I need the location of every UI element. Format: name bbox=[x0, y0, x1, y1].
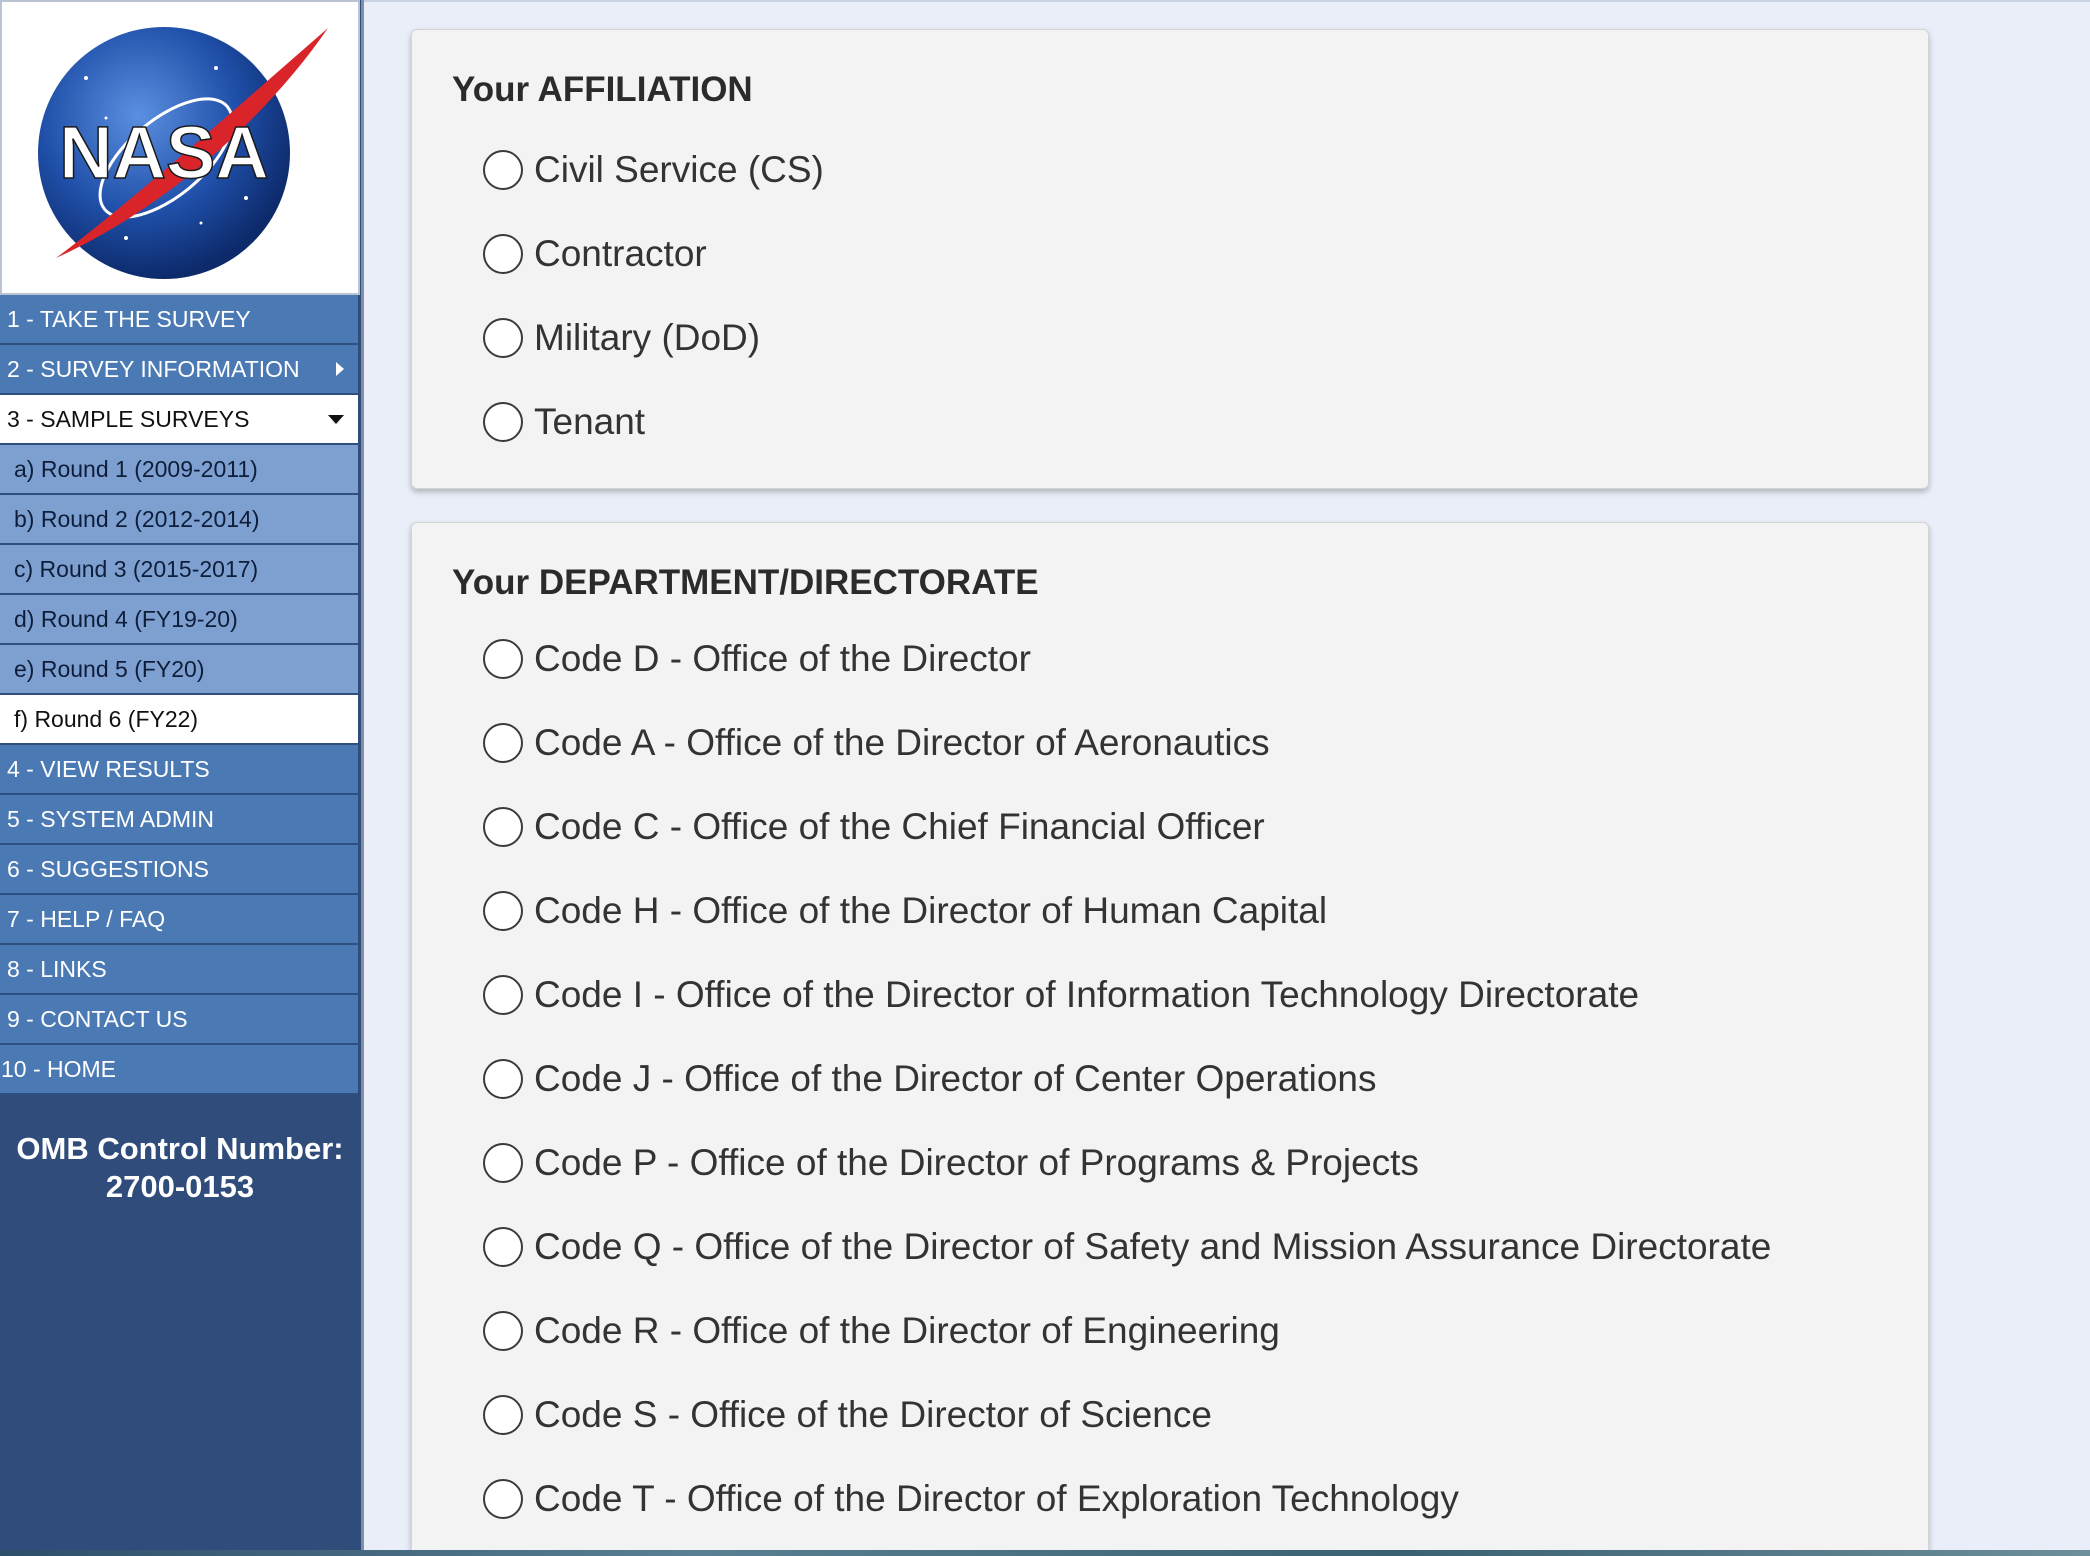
option-label: Code R - Office of the Director of Engineering bbox=[534, 1310, 1280, 1351]
department-option[interactable] bbox=[483, 1308, 1280, 1354]
omb-label: OMB Control Number: bbox=[16, 1131, 344, 1166]
nav-round-3[interactable]: c) Round 3 (2015-2017) bbox=[0, 545, 358, 595]
nav-home[interactable]: 10 - HOME bbox=[0, 1045, 358, 1095]
nav-help-faq[interactable]: 7 - HELP / FAQ bbox=[0, 895, 358, 945]
option-label: Code P - Office of the Director of Programs & Projects bbox=[534, 1142, 1419, 1183]
affiliation-option[interactable] bbox=[483, 147, 824, 193]
option-label: Contractor bbox=[534, 233, 707, 274]
radio-button[interactable] bbox=[483, 1479, 523, 1519]
option-label: Code T - Office of the Director of Exploration Technology bbox=[534, 1478, 1459, 1519]
sidebar-nav bbox=[0, 295, 360, 1095]
option-label: Code S - Office of the Director of Science bbox=[534, 1394, 1212, 1435]
radio-button[interactable] bbox=[483, 150, 523, 190]
radio-button[interactable] bbox=[483, 1227, 523, 1267]
option-label: Code H - Office of the Director of Human Capital bbox=[534, 890, 1328, 931]
radio-button[interactable] bbox=[483, 234, 523, 274]
radio-button[interactable] bbox=[483, 318, 523, 358]
option-label: Code J - Office of the Director of Center Operations bbox=[534, 1058, 1377, 1099]
chevron-down-icon bbox=[328, 415, 344, 424]
nav-round-1[interactable]: a) Round 1 (2009-2011) bbox=[0, 445, 358, 495]
nav-sample-surveys-label: 3 - SAMPLE SURVEYS bbox=[7, 406, 250, 432]
department-title: Your DEPARTMENT/DIRECTORATE bbox=[452, 563, 1039, 602]
nav-round-4[interactable]: d) Round 4 (FY19-20) bbox=[0, 595, 358, 645]
department-option[interactable] bbox=[483, 1140, 1419, 1186]
department-option[interactable] bbox=[483, 972, 1639, 1018]
affiliation-title: Your AFFILIATION bbox=[452, 70, 753, 109]
nasa-meatball-icon bbox=[16, 8, 346, 293]
nav-round-6[interactable]: f) Round 6 (FY22) bbox=[0, 695, 358, 745]
department-option[interactable] bbox=[483, 1476, 1459, 1522]
department-option[interactable] bbox=[483, 1056, 1376, 1102]
radio-button[interactable] bbox=[483, 723, 523, 763]
radio-button[interactable] bbox=[483, 1059, 523, 1099]
nav-sample-surveys[interactable] bbox=[0, 395, 358, 445]
option-label: Code A - Office of the Director of Aeronautics bbox=[534, 722, 1270, 763]
option-label: Code I - Office of the Director of Information Technology Directorate bbox=[534, 974, 1640, 1015]
option-label: Code D - Office of the Director bbox=[534, 638, 1031, 679]
nav-round-2[interactable]: b) Round 2 (2012-2014) bbox=[0, 495, 358, 545]
radio-button[interactable] bbox=[483, 1143, 523, 1183]
department-option[interactable] bbox=[483, 1224, 1771, 1270]
sidebar bbox=[0, 0, 364, 1556]
nav-view-results[interactable]: 4 - VIEW RESULTS bbox=[0, 745, 358, 795]
nav-contact-us[interactable]: 9 - CONTACT US bbox=[0, 995, 358, 1045]
option-label: Code C - Office of the Chief Financial Officer bbox=[534, 806, 1265, 847]
department-card bbox=[411, 522, 1929, 1556]
nav-round-5[interactable]: e) Round 5 (FY20) bbox=[0, 645, 358, 695]
nasa-logo[interactable] bbox=[0, 0, 360, 295]
nav-survey-information-label: 2 - SURVEY INFORMATION bbox=[7, 356, 300, 382]
radio-button[interactable] bbox=[483, 1395, 523, 1435]
affiliation-option[interactable] bbox=[483, 231, 707, 277]
radio-button[interactable] bbox=[483, 639, 523, 679]
affiliation-card bbox=[411, 29, 1929, 489]
omb-value: 2700-0153 bbox=[105, 1169, 255, 1204]
department-option[interactable] bbox=[483, 636, 1031, 682]
nav-take-survey[interactable]: 1 - TAKE THE SURVEY bbox=[0, 295, 358, 345]
radio-button[interactable] bbox=[483, 807, 523, 847]
radio-button[interactable] bbox=[483, 975, 523, 1015]
option-label: Military (DoD) bbox=[534, 317, 761, 358]
bottom-strip bbox=[0, 1550, 2090, 1556]
logo-text: NASA bbox=[59, 111, 269, 194]
option-label: Tenant bbox=[534, 401, 646, 442]
radio-button[interactable] bbox=[483, 1311, 523, 1351]
department-option[interactable] bbox=[483, 720, 1270, 766]
affiliation-option[interactable] bbox=[483, 315, 760, 361]
radio-button[interactable] bbox=[483, 891, 523, 931]
main-content bbox=[364, 0, 2090, 1556]
nav-links[interactable]: 8 - LINKS bbox=[0, 945, 358, 995]
department-option[interactable] bbox=[483, 888, 1327, 934]
nav-suggestions[interactable]: 6 - SUGGESTIONS bbox=[0, 845, 358, 895]
nav-system-admin[interactable]: 5 - SYSTEM ADMIN bbox=[0, 795, 358, 845]
chevron-right-icon bbox=[336, 362, 344, 376]
department-option[interactable] bbox=[483, 1392, 1212, 1438]
option-label: Civil Service (CS) bbox=[534, 149, 824, 190]
nav-survey-information[interactable] bbox=[0, 345, 358, 395]
option-label: Code Q - Office of the Director of Safety and Mission Assurance Directorate bbox=[534, 1226, 1772, 1267]
affiliation-option[interactable] bbox=[483, 399, 645, 445]
department-option[interactable] bbox=[483, 804, 1265, 850]
omb-control-number bbox=[0, 1130, 360, 1206]
radio-button[interactable] bbox=[483, 402, 523, 442]
